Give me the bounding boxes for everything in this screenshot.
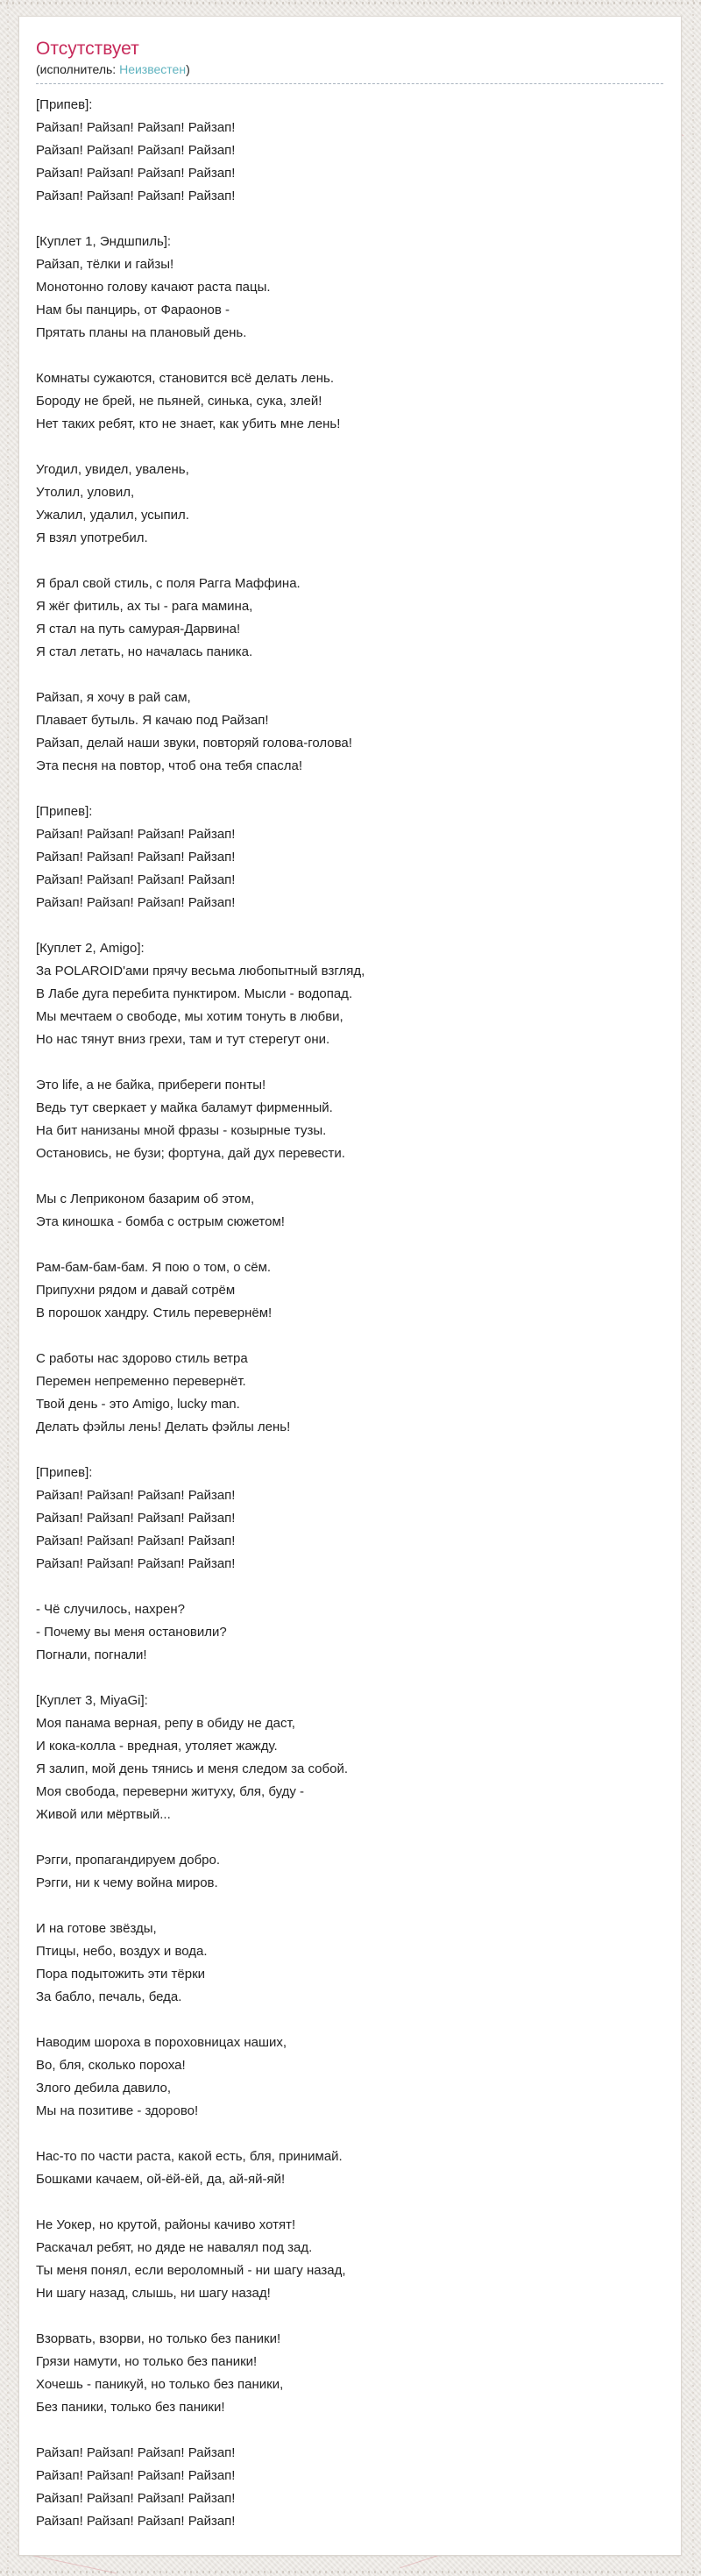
lyric-line: В Лабе дуга перебита пунктиром. Мысли - водопад. [36,986,353,1001]
lyric-blank-line [36,1165,663,1188]
lyric-line: Ужалил, удалил, усыпил. [36,508,189,523]
lyric-line: Рэгги, пропагандируем добро. [36,1853,221,1868]
lyric-line: И кока-колла - вредная, утоляет жажду. [36,1739,278,1754]
lyric-line: Наводим шороха в пороховницах наших, [36,2035,287,2050]
lyric-line: Моя свобода, переверни житуху, бля, буду - [36,1784,305,1799]
lyric-line: Погнали, погнали! [36,1647,147,1662]
lyrics-text [36,94,663,2533]
lyric-line: Грязи намути, но только без паники! [36,2354,258,2369]
lyric-line: Райзап, делай наши звуки, повторяй голова-голова! [36,736,352,751]
lyric-line: С работы нас здорово стиль ветра [36,1351,248,1366]
lyric-line: Нет таких ребят, кто не знает, как убить мне лень! [36,416,341,431]
lyric-line: Злого дебила давило, [36,2081,172,2096]
lyric-line: Рам-бам-бам-бам. Я пою о том, о сём. [36,1260,272,1275]
lyric-line: Райзап! Райзап! Райзап! Райзап! [36,1488,236,1503]
lyric-blank-line [36,1234,663,1256]
lyric-line: Живой или мёртвый... [36,1807,171,1822]
lyric-line: Я жёг фитиль, ах ты - рага мамина, [36,599,253,614]
lyric-line: Райзап, тёлки и гайзы! [36,257,174,272]
lyric-blank-line [36,1576,663,1598]
lyric-line: Твой день - это Amigo, lucky man. [36,1397,240,1412]
lyric-line: Райзап! Райзап! Райзап! Райзап! [36,1556,236,1571]
lyric-blank-line [36,914,663,937]
lyric-line: Я брал свой стиль, с поля Рагга Маффина. [36,576,301,591]
lyric-line: [Куплет 3, MiyaGi]: [36,1693,148,1708]
lyric-line: [Куплет 1, Эндшпиль]: [36,234,172,249]
lyric-line: Птицы, небо, воздух и вода. [36,1944,208,1959]
lyric-blank-line [36,1439,663,1462]
lyric-line: Райзап! Райзап! Райзап! Райзап! [36,1511,236,1526]
lyric-blank-line [36,778,663,801]
lyric-line: Эта киношка - бомба с острым сюжетом! [36,1214,285,1229]
lyric-blank-line [36,345,663,367]
lyric-line: Раскачал ребят, но дяде не навалял под зад. [36,2240,313,2255]
lyric-line: Бороду не брей, не пьяней, синька, сука, злей! [36,394,322,409]
lyric-line: Райзап! Райзап! Райзап! Райзап! [36,2491,236,2506]
lyric-blank-line [36,1826,663,1849]
lyric-line: На бит нанизаны мной фразы - козырные тузы. [36,1123,327,1138]
lyric-line: Райзап! Райзап! Райзап! Райзап! [36,850,236,865]
lyric-line: Утолил, уловил, [36,485,135,500]
lyric-line: Бошками качаем, ой-ёй-ёй, да, ай-яй-яй! [36,2172,286,2187]
lyric-line: Мы мечтаем о свободе, мы хотим тонуть в любви, [36,1009,343,1024]
lyric-line: Ни шагу назад, слышь, ни шагу назад! [36,2286,271,2301]
lyric-blank-line [36,1895,663,1918]
lyric-line: За бабло, печаль, беда. [36,1989,182,2004]
lyric-blank-line [36,1667,663,1690]
lyric-line: Рэгги, ни к чему война миров. [36,1875,218,1890]
lyric-line: Ведь тут сверкает у майка баламут фирменный. [36,1100,333,1115]
lyric-line: Райзап! Райзап! Райзап! Райзап! [36,872,236,887]
lyrics-card [18,16,682,2556]
lyric-line: Я стал на путь самурая-Дарвина! [36,622,241,637]
lyric-line: Райзап! Райзап! Райзап! Райзап! [36,143,236,158]
lyric-blank-line [36,1325,663,1348]
artist-line [36,60,663,84]
lyric-line: Не Уокер, но крутой, районы качиво хотят! [36,2217,296,2232]
lyric-blank-line [36,2123,663,2145]
lyric-line: - Чё случилось, нахрен? [36,1602,185,1617]
lyric-line: Перемен непременно перевернёт. [36,1374,246,1389]
lyric-line: Прятать планы на плановый день. [36,325,247,340]
artist-label: (исполнитель: [36,62,117,76]
lyric-line: Ты меня понял, если вероломный - ни шагу назад, [36,2263,346,2278]
lyric-blank-line [36,2191,663,2214]
lyric-line: Угодил, увидел, увалень, [36,462,189,477]
lyric-blank-line [36,2419,663,2442]
lyric-line: Райзап! Райзап! Райзап! Райзап! [36,827,236,842]
lyric-line: Моя панама верная, репу в обиду не даст, [36,1716,295,1731]
lyric-line: - Почему вы меня остановили? [36,1625,227,1640]
lyric-line: За POLAROID'ами прячу весьма любопытный взгляд, [36,964,365,978]
lyric-line: Остановись, не бузи; фортуна, дай дух перевести. [36,1146,345,1161]
lyric-line: Райзап! Райзап! Райзап! Райзап! [36,120,236,135]
artist-name-link[interactable]: Неизвестен [119,62,187,76]
lyric-line: Это life, а не байка, прибереги понты! [36,1078,266,1092]
lyric-line: В порошок хандру. Стиль перевернём! [36,1306,273,1320]
perforation-dots-right [692,0,694,2576]
lyric-line: Райзап! Райзап! Райзап! Райзап! [36,166,236,181]
lyric-line: Припухни рядом и давай сотрём [36,1283,236,1298]
lyric-line: [Припев]: [36,804,93,819]
artist-close-paren: ) [186,62,190,76]
lyric-line: [Припев]: [36,1465,93,1480]
lyric-line: [Куплет 2, Amigo]: [36,941,145,956]
lyric-line: Я стал летать, но началась паника. [36,644,253,659]
lyric-line: Во, бля, сколько пороха! [36,2058,186,2073]
lyric-line: [Припев]: [36,97,93,112]
lyric-line: Нам бы панцирь, от Фараонов - [36,302,230,317]
perforation-dots-top [0,2,701,4]
lyric-line: Мы с Леприконом базарим об этом, [36,1192,255,1206]
lyric-line: Хочешь - паникуй, но только без паники, [36,2377,284,2392]
lyric-line: Нас-то по части раста, какой есть, бля, принимай. [36,2149,343,2164]
lyric-line: Райзап! Райзап! Райзап! Райзап! [36,895,236,910]
perforation-dots-left [7,0,9,2576]
lyric-line: Пора подытожить эти тёрки [36,1967,206,1982]
lyric-line: Я залип, мой день тянись и меня следом за собой. [36,1761,349,1776]
lyric-line: Но нас тянут вниз грехи, там и тут стерегут они. [36,1032,330,1047]
lyric-line: Райзап, я хочу в рай сам, [36,690,191,705]
lyric-blank-line [36,208,663,231]
lyric-line: Взорвать, взорви, но только без паники! [36,2331,281,2346]
lyric-blank-line [36,550,663,573]
lyric-line: Комнаты сужаются, становится всё делать лень. [36,371,335,386]
lyric-line: Эта песня на повтор, чтоб она тебя спасла! [36,758,303,773]
lyric-blank-line [36,2305,663,2328]
lyric-line: Мы на позитиве - здорово! [36,2103,199,2118]
lyric-line: Плавает бутыль. Я качаю под Райзап! [36,713,269,728]
lyric-line: Монотонно голову качают раста пацы. [36,280,271,295]
song-title: Отсутствует [36,39,139,59]
lyric-blank-line [36,664,663,687]
lyric-line: И на готове звёзды, [36,1921,157,1936]
lyric-line: Райзап! Райзап! Райзап! Райзап! [36,2468,236,2483]
lyric-line: Без паники, только без паники! [36,2400,225,2415]
lyric-blank-line [36,2009,663,2032]
lyric-blank-line [36,1051,663,1074]
lyric-line: Делать фэйлы лень! Делать фэйлы лень! [36,1420,291,1434]
lyric-blank-line [36,436,663,459]
lyric-line: Райзап! Райзап! Райзап! Райзап! [36,2445,236,2460]
lyric-line: Райзап! Райзап! Райзап! Райзап! [36,189,236,203]
lyric-line: Райзап! Райзап! Райзап! Райзап! [36,2514,236,2529]
lyric-line: Райзап! Райзап! Райзап! Райзап! [36,1534,236,1548]
lyric-line: Я взял употребил. [36,530,148,545]
